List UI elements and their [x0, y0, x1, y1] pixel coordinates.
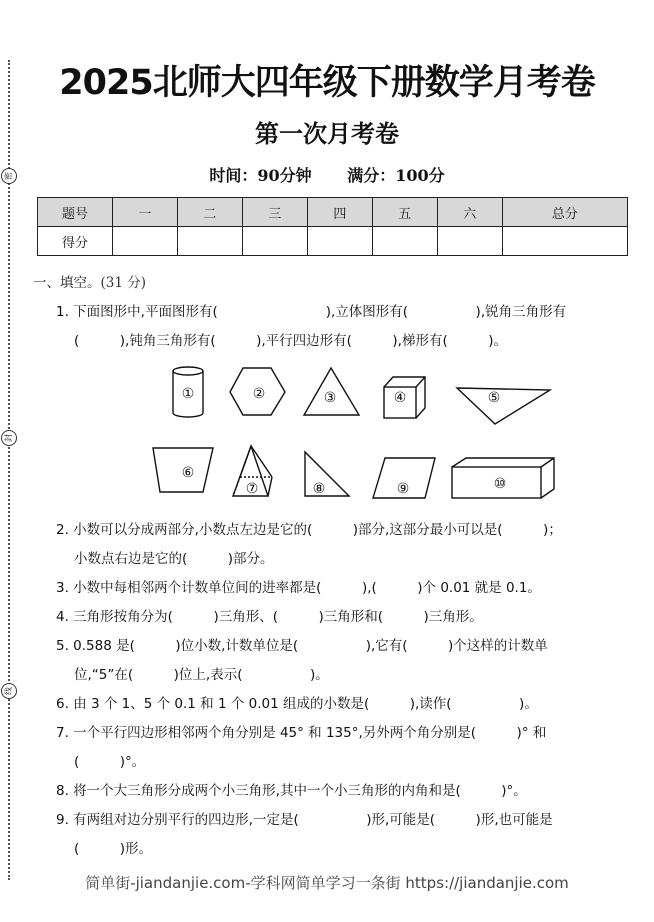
question-1-cont: ( ),钝角三角形有( ),平行四边形有( ),梯形有( )。 [74, 333, 508, 349]
header-cell: 五 [372, 198, 437, 227]
margin-seal: 封 [1, 430, 17, 446]
exam-time: 时间：90分钟 [209, 166, 312, 185]
margin-seal: 线 [1, 683, 17, 699]
footer-watermark: 简单街-jiandanjie.com-学科网简单学习一条街 https://jiandanjie.com [85, 874, 569, 892]
shape-label: ⑤ [487, 390, 501, 406]
page-title: 2025北师大四年级下册数学月考卷 [59, 63, 595, 103]
question-9: 9. 有两组对边分别平行的四边形,一定是( )形,可能是( )形,也可能是 [56, 812, 553, 828]
exam-full-score: 满分：100分 [347, 166, 445, 185]
shape-label: ③ [323, 390, 337, 406]
question-2-cont: 小数点右边是它的( )部分。 [74, 551, 274, 567]
question-7-cont: ( )°。 [74, 754, 146, 770]
shape-label: ⑥ [181, 465, 195, 481]
question-1: 1. 下面图形中,平面图形有( ),立体图形有( ),锐角三角形有 [56, 304, 567, 320]
header-cell: 题号 [38, 198, 113, 227]
header-cell: 六 [437, 198, 502, 227]
shape-label: ⑨ [396, 481, 410, 497]
row-label: 得分 [38, 227, 113, 256]
question-4: 4. 三角形按角分为( )三角形、( )三角形和( )三角形。 [56, 609, 483, 625]
header-cell: 三 [242, 198, 307, 227]
question-3: 3. 小数中每相邻两个计数单位间的进率都是( ),( )个 0.01 就是 0.1。 [56, 580, 541, 596]
question-9-cont: ( )形。 [74, 841, 153, 857]
header-cell: 二 [177, 198, 242, 227]
right-triangle-shape [305, 452, 349, 496]
question-7: 7. 一个平行四边形相邻两个角分别是 45° 和 135°,另外两个角分别是( )° 和 [56, 725, 547, 741]
margin-seal: 密 [1, 168, 17, 184]
obtuse-triangle-shape [457, 388, 550, 424]
header-cell: 四 [307, 198, 372, 227]
question-2: 2. 小数可以分成两部分,小数点左边是它的( )部分,这部分最小可以是( )； [56, 522, 562, 538]
shape-label: ⑦ [245, 481, 259, 497]
header-cell: 一 [113, 198, 178, 227]
question-5-cont: 位,“5”在( )位上,表示( )。 [74, 667, 329, 683]
shape-label: ④ [393, 390, 407, 406]
shape-label: ⑧ [312, 481, 326, 497]
question-5: 5. 0.588 是( )位小数,计数单位是( ),它有( )个这样的计数单 [56, 638, 548, 654]
question-6: 6. 由 3 个 1、5 个 0.1 和 1 个 0.01 组成的小数是( ),读作( )。 [56, 696, 538, 712]
section-title: 一、填空。 [33, 275, 101, 291]
question-8: 8. 将一个大三角形分成两个小三角形,其中一个小三角形的内角和是( )°。 [56, 783, 527, 799]
shape-label: ⑩ [493, 476, 507, 492]
shape-label: ② [252, 386, 266, 402]
shape-label: ① [181, 386, 195, 402]
exam-subtitle: 第一次月考卷 [255, 119, 399, 148]
section-points: (31 分) [100, 275, 147, 291]
header-cell: 总分 [502, 198, 627, 227]
